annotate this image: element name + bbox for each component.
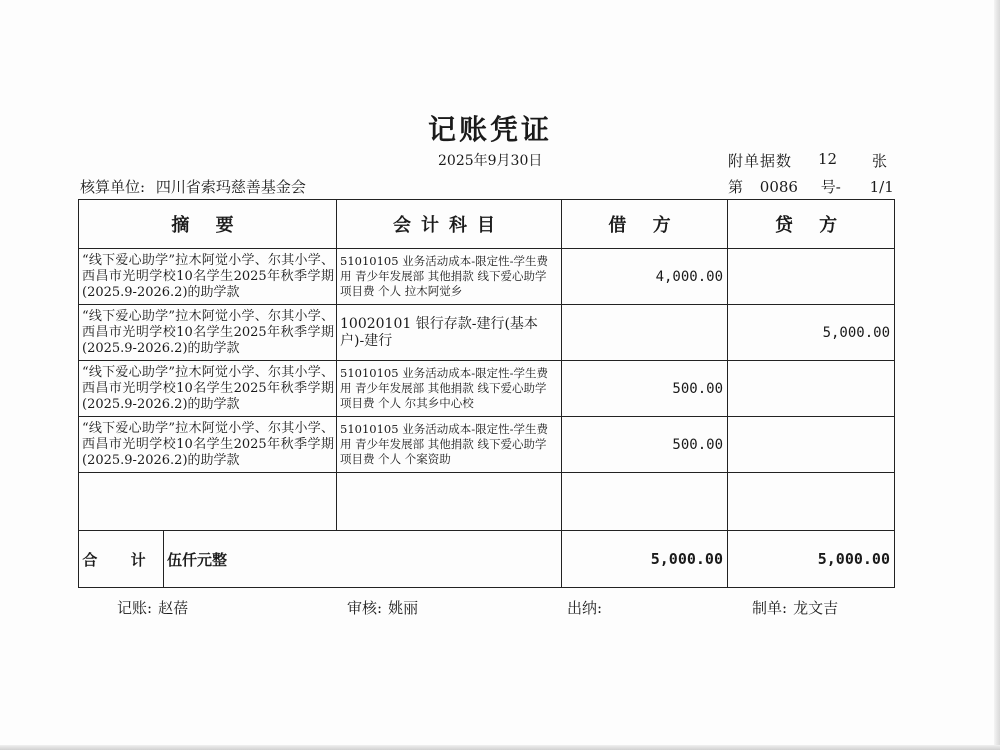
voucher-number-suffix: 号-	[820, 178, 841, 196]
row-debit: 4,000.00	[562, 249, 728, 305]
attachment-label: 附单据数	[728, 152, 793, 170]
accounting-unit	[80, 176, 306, 197]
row-credit	[728, 417, 895, 473]
voucher-page-of: 1/1	[869, 178, 894, 196]
voucher-date: 2025年9月30日	[438, 153, 543, 169]
header-account: 会计科目	[337, 200, 562, 249]
total-label: 合 计	[79, 531, 164, 587]
bookkeeper-name: 赵蓓	[158, 599, 189, 617]
row-account: 51010105 业务活动成本-限定性-学生费用 青少年发展部 其他捐款 线下爱心助学 项目费 个人 尔其乡中心校	[337, 361, 562, 417]
row-summary: “线下爱心助学”拉木阿觉小学、尔其小学、西昌市光明学校10名学生2025年秋季学期(2025.9-2026.2)的助学款	[79, 417, 337, 473]
table-header-row	[79, 200, 895, 249]
accounting-unit-name: 四川省索玛慈善基金会	[155, 178, 306, 196]
cashier-signature	[567, 597, 608, 618]
voucher-number	[728, 176, 894, 197]
row-credit: 5,000.00	[728, 305, 895, 361]
row-summary: “线下爱心助学”拉木阿觉小学、尔其小学、西昌市光明学校10名学生2025年秋季学期(2025.9-2026.2)的助学款	[79, 305, 337, 361]
bookkeeper-label: 记账:	[117, 599, 153, 617]
row-debit: 500.00	[562, 361, 728, 417]
row-account: 51010105 业务活动成本-限定性-学生费用 青少年发展部 其他捐款 线下爱心助学 项目费 个人 拉木阿觉乡	[337, 249, 562, 305]
total-amount-in-words: 伍仟元整	[167, 550, 228, 569]
table-row	[79, 249, 895, 305]
bookkeeper-signature	[117, 597, 188, 618]
preparer-label: 制单:	[752, 599, 788, 617]
voucher-table	[78, 199, 895, 588]
scan-edge-shadow-bottom	[0, 745, 1000, 750]
blank-cell	[728, 473, 895, 531]
reviewer-name: 姚丽	[388, 599, 419, 617]
voucher-number-value: 0086	[759, 178, 798, 196]
header-credit: 贷 方	[728, 200, 895, 249]
row-summary: “线下爱心助学”拉木阿觉小学、尔其小学、西昌市光明学校10名学生2025年秋季学期(2025.9-2026.2)的助学款	[79, 361, 337, 417]
table-row	[79, 361, 895, 417]
blank-row	[79, 473, 895, 531]
reviewer-label: 审核:	[347, 599, 383, 617]
preparer-name: 龙文吉	[793, 599, 839, 617]
row-account: 10020101 银行存款-建行(基本户)-建行	[337, 305, 562, 361]
total-credit: 5,000.00	[728, 531, 895, 588]
row-summary: “线下爱心助学”拉木阿觉小学、尔其小学、西昌市光明学校10名学生2025年秋季学期(2025.9-2026.2)的助学款	[79, 249, 337, 305]
header-summary: 摘 要	[79, 200, 337, 249]
voucher-number-prefix: 第	[728, 178, 744, 196]
preparer-signature	[752, 597, 838, 618]
table-row	[79, 305, 895, 361]
scan-edge-shadow-right	[994, 0, 1000, 750]
total-label-cell	[79, 531, 562, 588]
blank-cell	[79, 473, 337, 531]
attachment-count: 12	[818, 150, 838, 168]
total-debit: 5,000.00	[562, 531, 728, 588]
row-credit	[728, 361, 895, 417]
accounting-unit-label: 核算单位:	[80, 178, 146, 196]
attachment-unit: 张	[872, 152, 888, 170]
row-credit	[728, 249, 895, 305]
reviewer-signature	[347, 597, 418, 618]
row-account: 51010105 业务活动成本-限定性-学生费用 青少年发展部 其他捐款 线下爱心助学 项目费 个人 个案资助	[337, 417, 562, 473]
header-debit: 借 方	[562, 200, 728, 249]
blank-cell	[337, 473, 562, 531]
row-debit	[562, 305, 728, 361]
table-row	[79, 417, 895, 473]
row-debit: 500.00	[562, 417, 728, 473]
cashier-label: 出纳:	[567, 599, 603, 617]
total-row	[79, 531, 895, 588]
voucher-title: 记账凭证	[427, 113, 552, 146]
blank-cell	[562, 473, 728, 531]
